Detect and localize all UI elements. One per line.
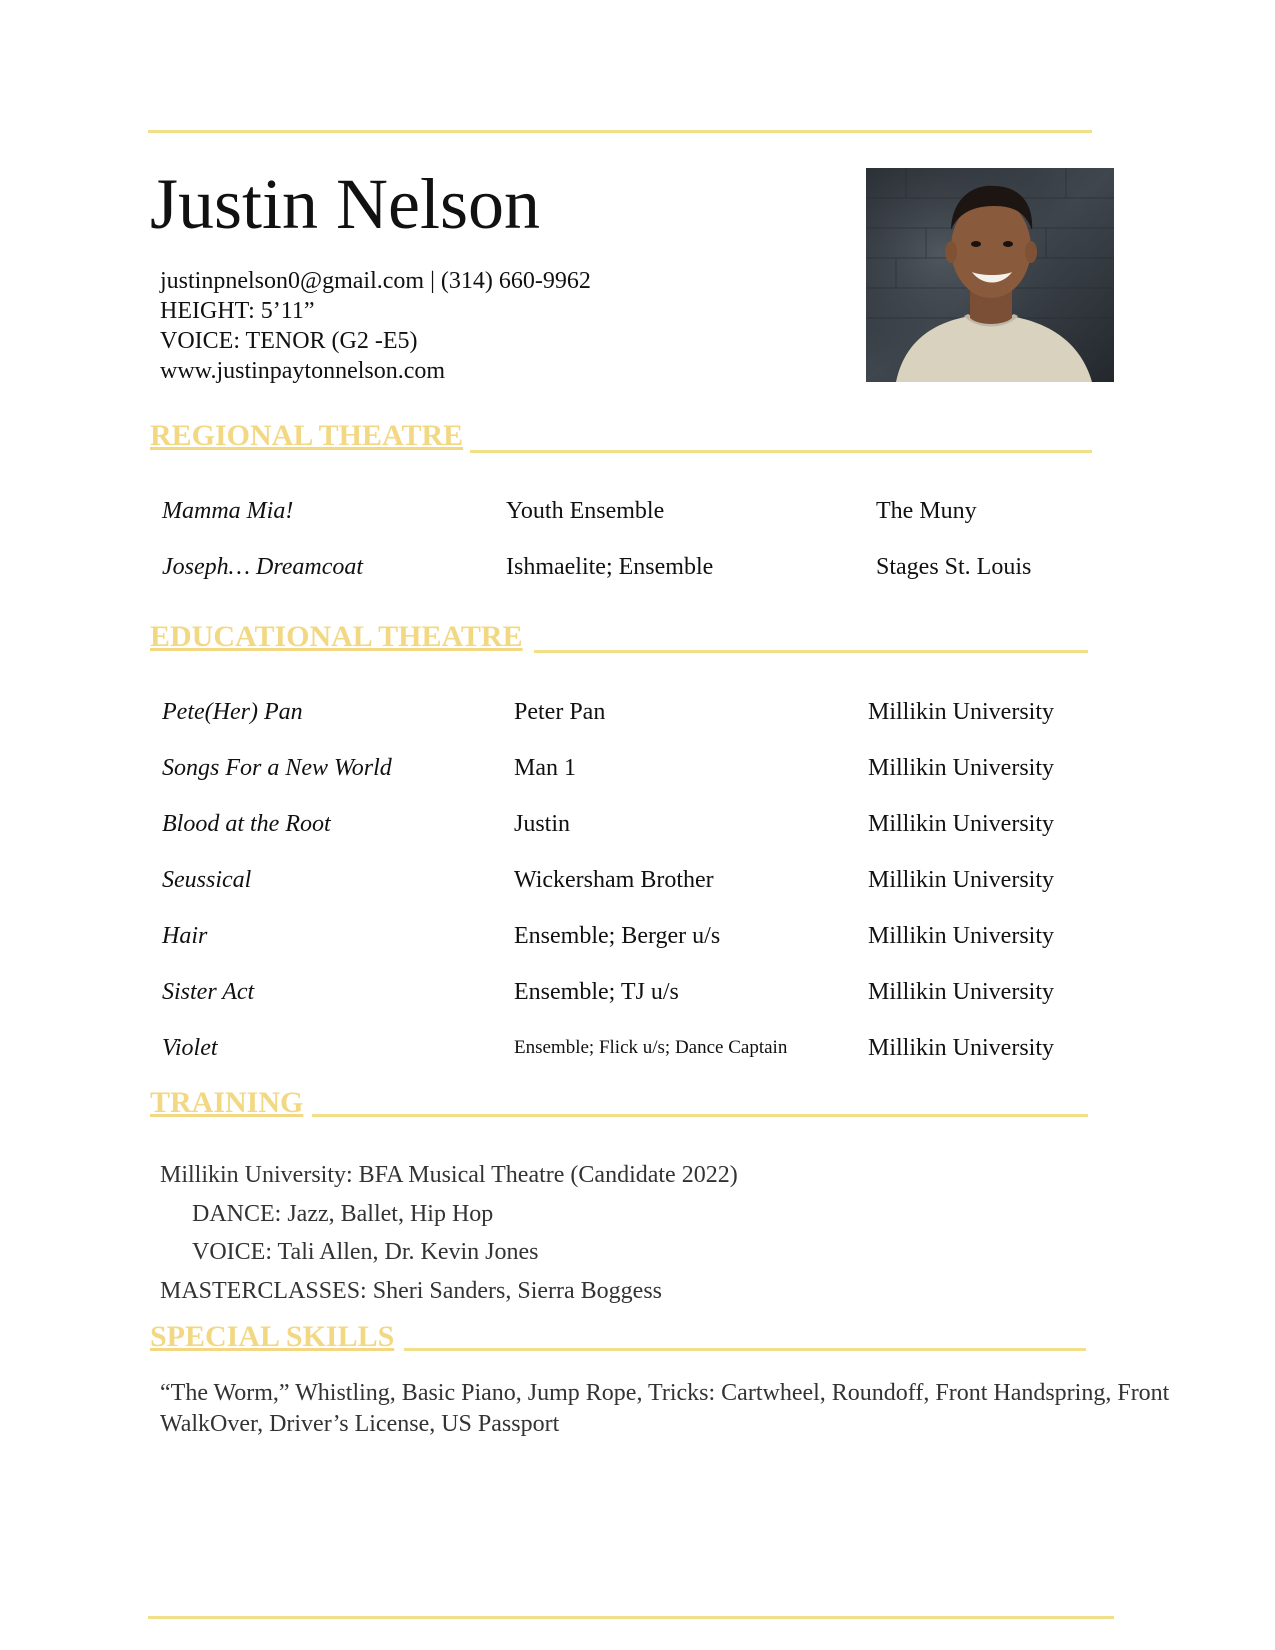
voice-stat: VOICE: TENOR (G2 -E5)	[160, 328, 418, 354]
role-name: Ensemble; Berger u/s	[514, 923, 721, 949]
venue-name: Millikin University	[868, 811, 1054, 837]
credit-row	[0, 699, 1275, 729]
credit-row	[0, 923, 1275, 953]
venue-name: Millikin University	[868, 755, 1054, 781]
show-title: Songs For a New World	[162, 755, 392, 781]
training-list	[160, 1156, 738, 1310]
role-name: Youth Ensemble	[506, 498, 665, 524]
role-name: Ensemble; Flick u/s; Dance Captain	[514, 1037, 788, 1058]
credit-row	[0, 1035, 1275, 1065]
credit-row	[0, 867, 1275, 897]
show-title: Hair	[162, 923, 208, 949]
training-voice: VOICE: Tali Allen, Dr. Kevin Jones	[192, 1239, 539, 1265]
training-rule	[312, 1114, 1088, 1117]
venue-name: Stages St. Louis	[876, 554, 1032, 580]
bottom-rule	[148, 1616, 1114, 1619]
show-title: Mamma Mia!	[162, 498, 294, 524]
educational-theatre-heading: EDUCATIONAL THEATRE	[150, 620, 523, 653]
venue-name: Millikin University	[868, 1035, 1054, 1061]
venue-name: The Muny	[876, 498, 977, 524]
venue-name: Millikin University	[868, 699, 1054, 725]
credit-row	[0, 979, 1275, 1009]
role-name: Man 1	[514, 755, 576, 781]
show-title: Sister Act	[162, 979, 255, 1005]
show-title: Blood at the Root	[162, 811, 331, 837]
role-name: Peter Pan	[514, 699, 606, 725]
role-name: Wickersham Brother	[514, 867, 714, 893]
top-rule	[148, 130, 1092, 133]
show-title: Joseph… Dreamcoat	[162, 554, 364, 580]
training-dance: DANCE: Jazz, Ballet, Hip Hop	[192, 1200, 494, 1227]
educational-theatre-rule	[534, 650, 1088, 653]
resume-name: Justin Nelson	[150, 164, 541, 244]
venue-name: Millikin University	[868, 867, 1054, 893]
show-title: Pete(Her) Pan	[162, 699, 303, 725]
show-title: Seussical	[162, 867, 252, 893]
height-stat: HEIGHT: 5’11”	[160, 298, 315, 324]
role-name: Justin	[514, 811, 571, 837]
special-skills-heading: SPECIAL SKILLS	[150, 1320, 395, 1353]
credit-row	[0, 498, 1275, 528]
training-masterclasses: MASTERCLASSES: Sheri Sanders, Sierra Boggess	[160, 1277, 663, 1304]
credit-row	[0, 755, 1275, 785]
headshot-photo	[866, 168, 1114, 382]
special-skills-text: “The Worm,” Whistling, Basic Piano, Jump Rope, Tricks: Cartwheel, Roundoff, Front Handspring, Front WalkOver, Driver’s License, US Passport	[160, 1380, 1170, 1437]
regional-theatre-rule	[470, 450, 1092, 453]
training-degree: Millikin University: BFA Musical Theatre (Candidate 2022)	[160, 1162, 738, 1188]
venue-name: Millikin University	[868, 923, 1054, 949]
credit-row	[0, 811, 1275, 841]
venue-name: Millikin University	[868, 979, 1054, 1005]
show-title: Violet	[162, 1035, 218, 1061]
role-name: Ensemble; TJ u/s	[514, 979, 679, 1005]
training-heading: TRAINING	[150, 1086, 304, 1119]
website-link: www.justinpaytonnelson.com	[160, 358, 446, 384]
contact-info	[160, 266, 591, 386]
regional-theatre-heading: REGIONAL THEATRE	[150, 419, 464, 452]
special-skills-rule	[404, 1348, 1086, 1351]
role-name: Ishmaelite; Ensemble	[506, 554, 714, 580]
credit-row	[0, 554, 1275, 584]
email-phone: justinpnelson0@gmail.com | (314) 660-9962	[160, 268, 591, 294]
